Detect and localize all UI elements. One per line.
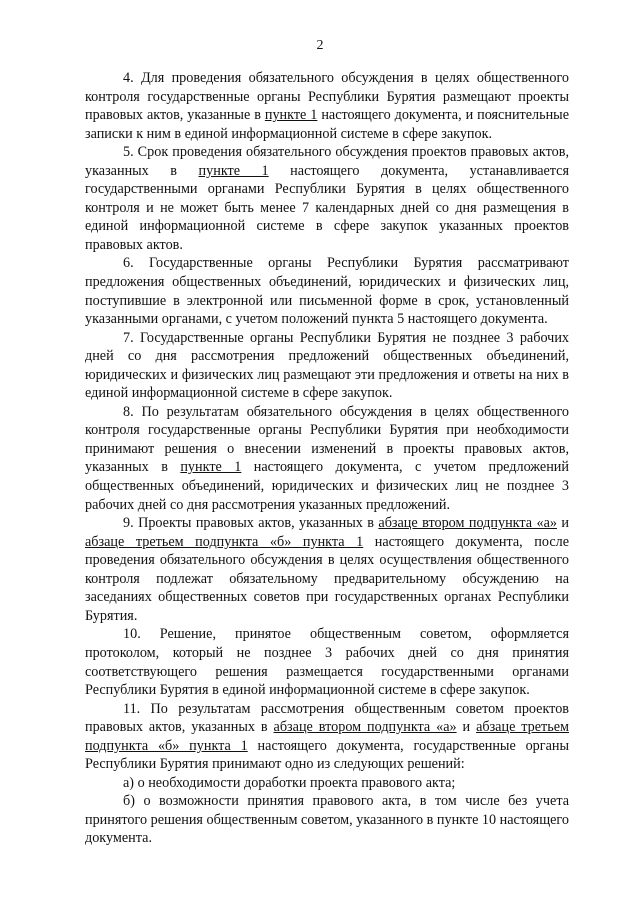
document-reference-link[interactable]: пункте 1 <box>180 459 242 476</box>
paragraph-p10 <box>85 625 569 699</box>
paragraph-text: 9. Проекты правовых актов, указанных в <box>123 515 379 532</box>
document-reference-link[interactable]: пункте 1 <box>198 162 269 179</box>
paragraph-text: 8. По результатам обязательного обсуждения в целях общественного контроля государственные органы Республики Бурятия при необходимости принимают решения о внесении изменений в проекты правовых актов, указанных в <box>85 403 569 476</box>
paragraph-text: настоящего документа, с учетом предложений общественных объединений, юридических и физических лиц не позднее 3 рабочих дней со дня рассмотрения указанных предложений. <box>85 459 569 513</box>
paragraph-text: настоящего документа, устанавливается государственными органами Республики Бурятия в целях общественного контроля и не может быть менее 7 календарных дней со дня размещения в единой информационной системе в сфере закупок указанных проектов правовых актов. <box>85 162 570 253</box>
paragraph-text: настоящего документа, после проведения обязательного обсуждения в целях осуществления общественного контроля подлежат обязательному предварительному обсуждению на заседаниях общественных советов при государственных органах Республики Бурятия. <box>85 533 569 624</box>
page-number: 2 <box>316 38 324 53</box>
document-reference-link[interactable]: пункте 1 <box>264 107 318 124</box>
paragraph-text: и <box>456 719 477 736</box>
paragraph-text: 10. Решение, принятое общественным советом, оформляется протоколом, который не позднее 3 рабочих дней со дня принятия соответствующего решения размещается государственными органами Республики Бурятия в единой информационной системе в сфере закупок. <box>85 626 569 699</box>
paragraph-p11b <box>85 792 569 848</box>
paragraph-p9 <box>85 514 569 625</box>
paragraph-text: и <box>556 515 569 532</box>
document-body <box>85 69 569 848</box>
paragraph-text: 7. Государственные органы Республики Бурятия не позднее 3 рабочих дней со дня рассмотрения предложений общественных объединений, юридических и физических лиц размещают эти предложения и ответы на них в единой информационной системе в сфере закупок. <box>85 329 569 402</box>
paragraph-p4 <box>85 69 569 143</box>
document-reference-link[interactable]: абзаце втором подпункта «а» <box>273 719 457 736</box>
paragraph-p7 <box>85 329 569 403</box>
paragraph-p11 <box>85 700 569 774</box>
paragraph-text: а) о необходимости доработки проекта правового акта; <box>123 774 456 791</box>
paragraph-text: 5. Срок проведения обязательного обсуждения проектов правовых актов, указанных в <box>85 144 569 179</box>
paragraph-p11a <box>85 774 569 793</box>
paragraph-text: настоящего документа, государственные органы Республики Бурятия принимают одно из следующих решений: <box>85 737 570 773</box>
document-reference-link[interactable]: абзаце третьем подпункта «б» пункта 1 <box>85 533 364 550</box>
document-reference-link[interactable]: абзаце третьем подпункта «б» пункта 1 <box>85 719 570 754</box>
paragraph-text: настоящего документа, и пояснительные записки к ним в единой информационной системе в сфере закупок. <box>85 107 570 142</box>
document-reference-link[interactable]: абзаце втором подпункта «а» <box>378 515 557 532</box>
paragraph-text: б) о возможности принятия правового акта, в том числе без учета принятого решения общественным советом, указанного в пункте 10 настоящего документа. <box>85 793 569 847</box>
paragraph-text: 11. По результатам рассмотрения общественным советом проектов правовых актов, указанных в <box>85 700 569 736</box>
paragraph-text: 4. Для проведения обязательного обсуждения в целях общественного контроля государственные органы Республики Бурятия размещают проекты правовых актов, указанные в <box>85 70 569 124</box>
paragraph-p5 <box>85 143 569 254</box>
paragraph-text: 6. Государственные органы Республики Бурятия рассматривают предложения общественных объединений, юридических и физических лиц, поступившие в электронной или письменной форме в срок, установленный указанными органами, с учетом положений пункта 5 настоящего документа. <box>85 255 569 328</box>
paragraph-p8 <box>85 403 569 514</box>
paragraph-p6 <box>85 254 569 328</box>
